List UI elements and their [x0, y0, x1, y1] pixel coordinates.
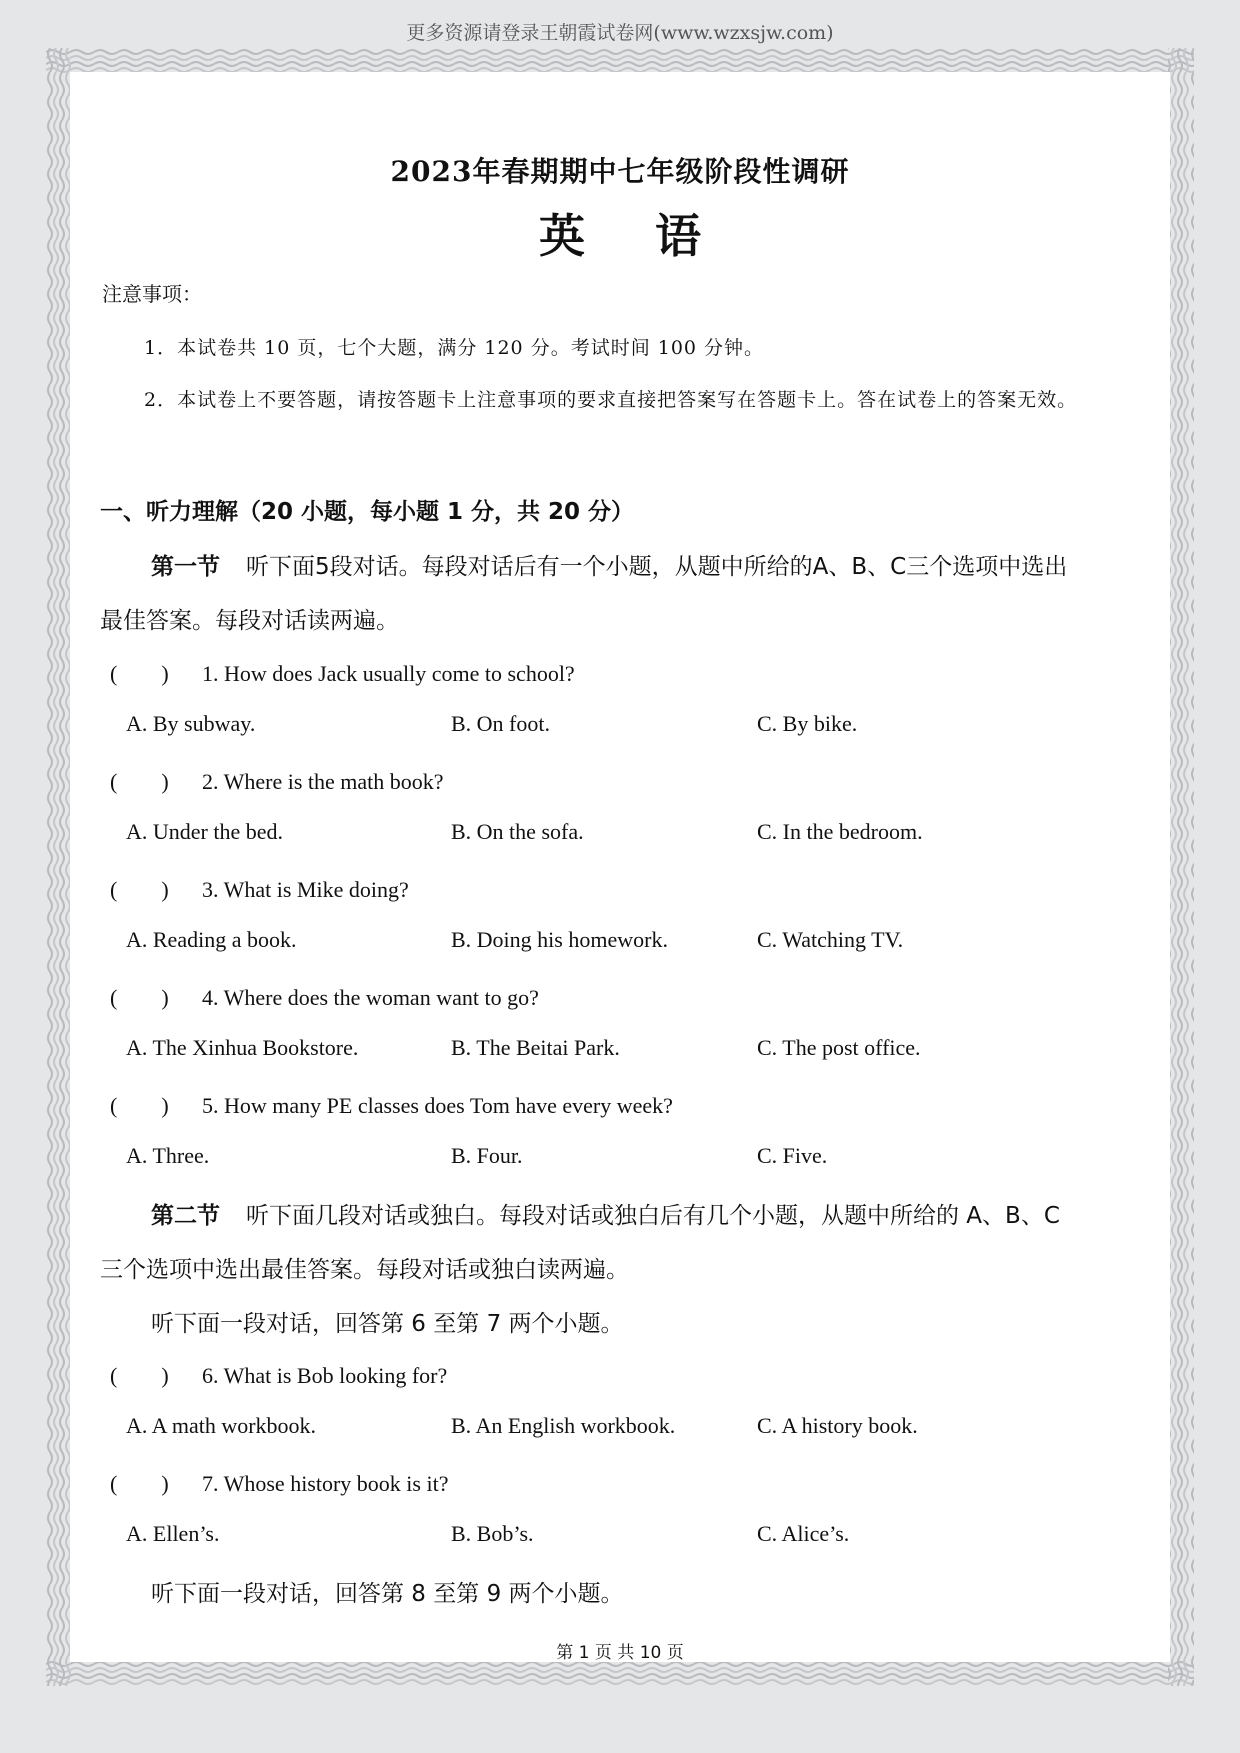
question-item — [110, 765, 444, 796]
question-text: 3. What is Mike doing? — [202, 877, 409, 902]
answer-blank: ( ) — [110, 877, 169, 902]
option-c: C. Alice’s. — [757, 1521, 850, 1546]
option-c: C. A history book. — [757, 1413, 918, 1438]
part2-intro — [151, 1197, 1060, 1230]
option-b: B. Four. — [451, 1143, 523, 1168]
option-c: C. Watching TV. — [757, 927, 904, 952]
option-b: B. On foot. — [451, 711, 550, 736]
question-item — [110, 981, 539, 1012]
option-b: B. Bob’s. — [451, 1521, 534, 1546]
top-banner: 更多资源请登录王朝霞试卷网(www.wzxsjw.com) — [406, 22, 834, 44]
option-a: A. Three. — [126, 1143, 210, 1168]
option-c: C. Five. — [757, 1143, 828, 1168]
option-c: C. By bike. — [757, 711, 858, 736]
answer-blank: ( ) — [110, 1363, 169, 1388]
answer-blank: ( ) — [110, 661, 169, 686]
part1-label: 第一节 — [151, 554, 220, 580]
part2-intro-line2: 三个选项中选出最佳答案。每段对话或独白读两遍。 — [100, 1257, 629, 1283]
exam-title: 2023年春期期中七年级阶段性调研 — [390, 155, 850, 188]
question-item — [110, 1467, 448, 1498]
part1-intro-line2: 最佳答案。每段对话读两遍。 — [100, 608, 399, 634]
question-item — [110, 1089, 673, 1120]
part2-label: 第二节 — [151, 1203, 220, 1229]
question-text: 2. Where is the math book? — [202, 769, 444, 794]
option-a: A. Reading a book. — [126, 927, 297, 952]
option-c: C. The post office. — [757, 1035, 921, 1060]
option-b: B. On the sofa. — [451, 819, 584, 844]
part1-intro-line1: 听下面5段对话。每段对话后有一个小题，从题中所给的A、B、C三个选项中选出 — [246, 554, 1068, 580]
subject-title: 英语 — [539, 209, 771, 263]
notice-heading: 注意事项： — [102, 282, 202, 306]
part2-intro-line1: 听下面几段对话或独白。每段对话或独白后有几个小题，从题中所给的 A、B、C — [246, 1203, 1060, 1229]
option-b: B. The Beitai Park. — [451, 1035, 620, 1060]
notice-item: 1．本试卷共 10 页，七个大题，满分 120 分。考试时间 100 分钟。 — [144, 337, 765, 359]
question-item — [110, 657, 575, 688]
answer-blank: ( ) — [110, 1093, 169, 1118]
question-text: 4. Where does the woman want to go? — [202, 985, 539, 1010]
question-text: 7. Whose history book is it? — [202, 1471, 449, 1496]
option-a: A. By subway. — [126, 711, 256, 736]
answer-blank: ( ) — [110, 985, 169, 1010]
question-text: 6. What is Bob looking for? — [202, 1363, 448, 1388]
option-a: A. The Xinhua Bookstore. — [126, 1035, 359, 1060]
section-heading: 一、听力理解（20 小题，每小题 1 分，共 20 分） — [100, 499, 635, 525]
dialogue-prompt: 听下面一段对话，回答第 8 至第 9 两个小题。 — [151, 1581, 624, 1607]
question-text: 1. How does Jack usually come to school? — [202, 661, 575, 686]
option-a: A. Under the bed. — [126, 819, 284, 844]
answer-blank: ( ) — [110, 769, 169, 794]
option-b: B. Doing his homework. — [451, 927, 668, 952]
option-a: A. Ellen’s. — [126, 1521, 220, 1546]
question-text: 5. How many PE classes does Tom have every week? — [202, 1093, 673, 1118]
question-item — [110, 1359, 447, 1390]
option-c: C. In the bedroom. — [757, 819, 923, 844]
question-item — [110, 873, 409, 904]
option-b: B. An English workbook. — [451, 1413, 676, 1438]
part1-intro — [151, 548, 1067, 581]
answer-blank: ( ) — [110, 1471, 169, 1496]
dialogue-prompt: 听下面一段对话，回答第 6 至第 7 两个小题。 — [151, 1311, 624, 1337]
option-a: A. A math workbook. — [126, 1413, 317, 1438]
notice-item: 2．本试卷上不要答题，请按答题卡上注意事项的要求直接把答案写在答题卡上。答在试卷上的答案无效。 — [144, 389, 1078, 411]
page-footer: 第 1 页 共 10 页 — [556, 1643, 684, 1663]
